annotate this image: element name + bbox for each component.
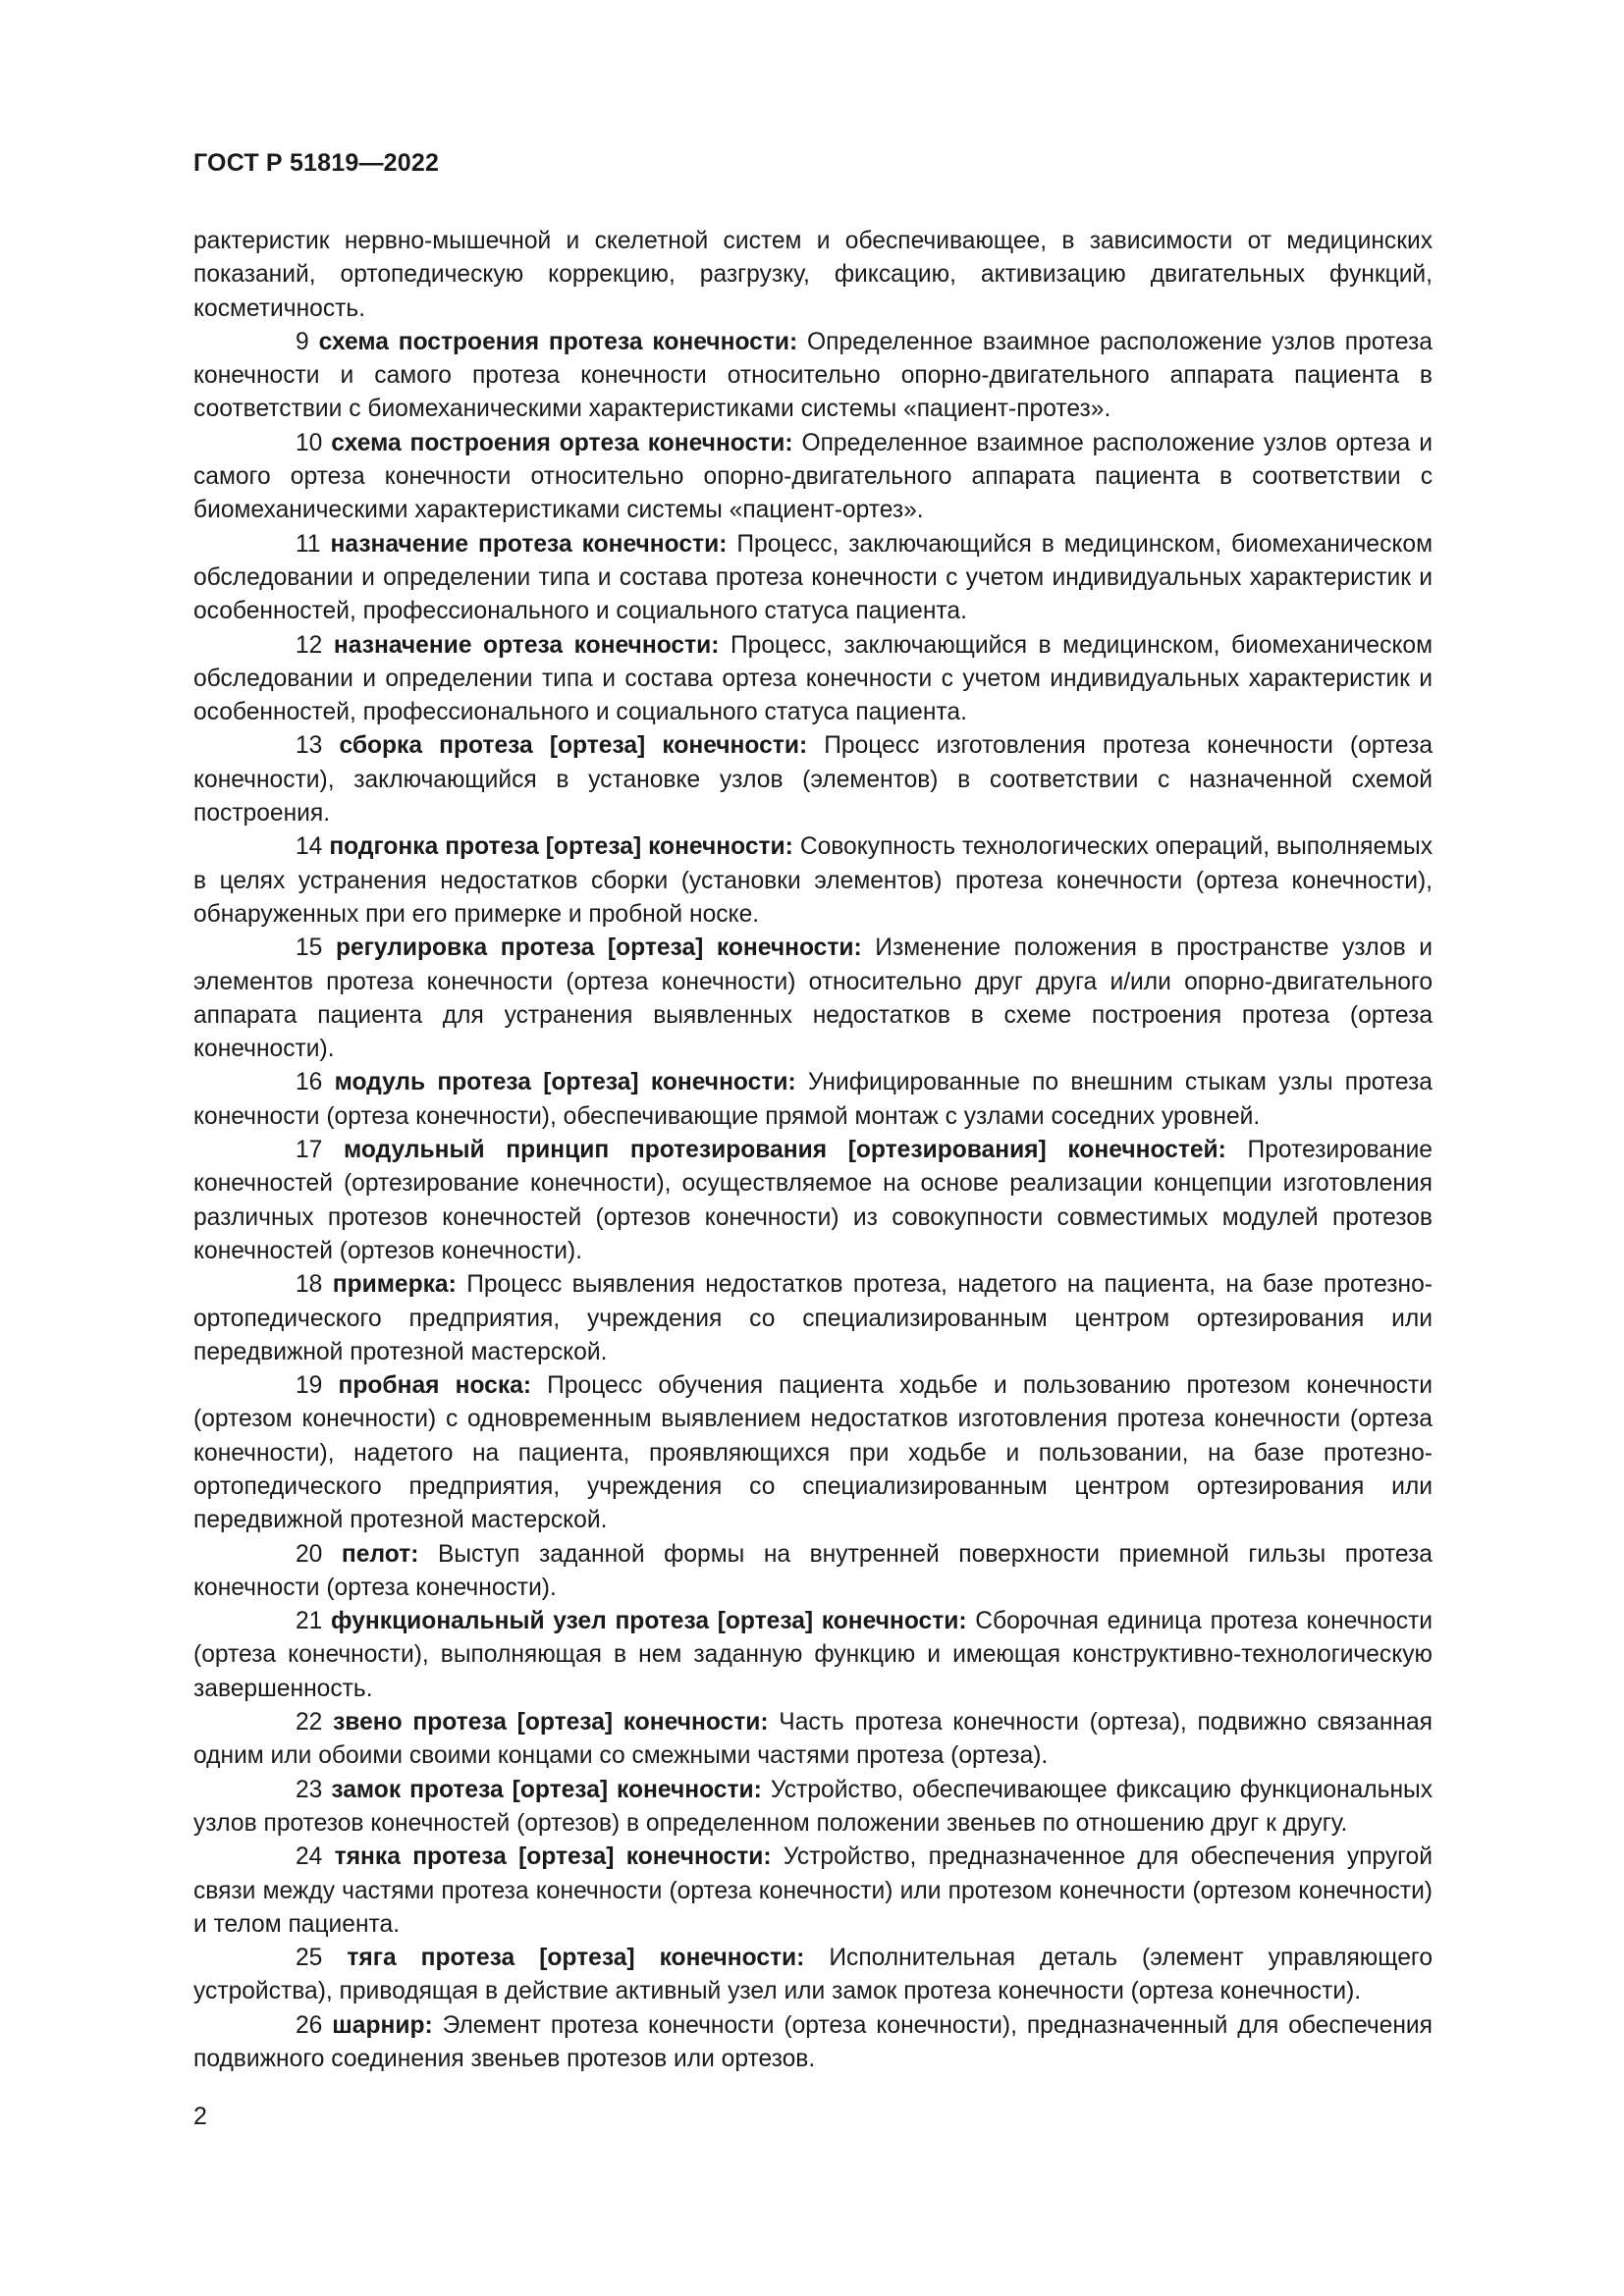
document-header: ГОСТ Р 51819—2022 — [193, 149, 440, 177]
term-number: 18 — [296, 1271, 323, 1299]
term-number: 12 — [296, 631, 323, 659]
terms-list — [193, 326, 1433, 2076]
term-paragraph — [193, 629, 1433, 730]
term-paragraph — [193, 1066, 1433, 1134]
term-definition: Определенное взаимное расположение узлов ортеза и самого ортеза конечности относительно опорно-двигательного аппарата пациента в соответствии с биомеханическими характеристиками системы «пациент-ортез». — [193, 429, 1433, 524]
term-name: назначение ортеза конечности: — [333, 631, 720, 659]
term-number: 10 — [296, 429, 323, 456]
term-paragraph — [193, 427, 1433, 528]
term-number: 22 — [296, 1709, 323, 1736]
term-name: пробная носка: — [338, 1372, 532, 1400]
term-definition: Процесс обучения пациента ходьбе и пользованию протезом конечности (ортезом конечности) с одновременным выявлением недостатков изготовления протеза конечности (ортеза конечности), надетого на пациента, проявляющихся при ходьбе и пользовании, на базе протезно-ортопедического предприятия, учреждения со специализированным центром ортезирования или передвижной протезной мастерской. — [193, 1372, 1433, 1534]
term-paragraph — [193, 729, 1433, 830]
term-number: 21 — [296, 1608, 323, 1635]
term-paragraph — [193, 830, 1433, 932]
term-name: схема построения протеза конечности: — [318, 328, 798, 355]
term-paragraph — [193, 2009, 1433, 2077]
term-definition: Исполнительная деталь (элемент управляющего устройства), приводящая в действие активный узел или замок протеза конечности (ортеза конечности). — [193, 1945, 1433, 2005]
term-number: 20 — [296, 1540, 323, 1568]
term-definition: Протезирование конечностей (ортезирование конечности), осуществляемое на основе реализации концепции изготовления различных протезов конечностей (ортезов конечности) из совокупности совместимых модулей протезов конечностей (ортезов конечности). — [193, 1137, 1433, 1264]
term-definition: Выступ заданной формы на внутренней поверхности приемной гильзы протеза конечности (ортеза конечности). — [193, 1540, 1433, 1601]
term-name: звено протеза [ортеза] конечности: — [333, 1709, 769, 1736]
term-name: тянка протеза [ортеза] конечности: — [334, 1843, 772, 1871]
term-definition: Унифицированные по внешним стыкам узлы протеза конечности (ортеза конечности), обеспечивающие прямой монтаж с узлами соседних уровней. — [193, 1069, 1433, 1130]
term-number: 23 — [296, 1776, 323, 1803]
term-name: шарнир: — [332, 2011, 433, 2039]
term-name: тяга протеза [ортеза] конечности: — [347, 1945, 805, 1972]
term-paragraph — [193, 1841, 1433, 1942]
term-definition: Определенное взаимное расположение узлов протеза конечности и самого протеза конечности относительно опорно-двигательного аппарата пациента в соответствии с биомеханическими характеристиками системы «пациент-протез». — [193, 328, 1433, 423]
term-definition: Совокупность технологических операций, выполняемых в целях устранения недостатков сборки (установки элементов) протеза конечности (ортеза конечности), обнаруженных при его примерке и пробной носке. — [193, 833, 1434, 928]
term-name: назначение протеза конечности: — [330, 530, 728, 558]
term-number: 25 — [296, 1945, 323, 1972]
term-number: 15 — [296, 934, 323, 962]
term-name: модуль протеза [ортеза] конечности: — [334, 1069, 796, 1096]
term-name: функциональный узел протеза [ортеза] конечности: — [331, 1608, 967, 1635]
term-paragraph — [193, 528, 1433, 629]
term-paragraph — [193, 932, 1433, 1066]
term-paragraph — [193, 1268, 1433, 1369]
term-number: 19 — [296, 1372, 323, 1400]
term-number: 14 — [296, 833, 323, 861]
term-paragraph — [193, 1706, 1433, 1774]
term-definition: Сборочная единица протеза конечности (ортеза конечности), выполняющая в нем заданную функцию и имеющая конструктивно-технологическую завершенность. — [193, 1608, 1433, 1702]
term-number: 17 — [296, 1137, 323, 1164]
term-paragraph — [193, 1942, 1433, 2009]
term-name: пелот: — [341, 1540, 419, 1568]
term-name: схема построения ортеза конечности: — [331, 429, 793, 456]
term-number: 26 — [296, 2011, 323, 2039]
term-name: примерка: — [332, 1271, 457, 1299]
term-paragraph — [193, 1538, 1433, 1606]
term-definition: Устройство, предназначенное для обеспечения упругой связи между частями протеза конечности (ортеза конечности) или протезом конечности (ортезом конечности) и телом пациента. — [193, 1843, 1433, 1938]
page-number: 2 — [193, 2103, 207, 2130]
term-number: 9 — [296, 328, 309, 355]
term-number: 11 — [296, 530, 321, 558]
term-number: 16 — [296, 1069, 323, 1096]
term-paragraph — [193, 1369, 1433, 1537]
term-definition: Изменение положения в пространстве узлов и элементов протеза конечности (ортеза конечности) относительно друг друга и/или опорно-двигательного аппарата пациента для устранения выявленных недостатков в схеме построения протеза (ортеза конечности). — [193, 934, 1433, 1063]
term-name: модульный принцип протезирования [ортезирования] конечностей: — [344, 1137, 1226, 1164]
term-definition: Процесс, заключающийся в медицинском, биомеханическом обследовании и определении типа и состава протеза конечности с учетом индивидуальных характеристик и особенностей, профессионального и социального статуса пациента. — [193, 530, 1433, 625]
term-paragraph — [193, 1605, 1433, 1706]
term-definition: Устройство, обеспечивающее фиксацию функциональных узлов протезов конечностей (ортезов) в определенном положении звеньев по отношению друг к другу. — [193, 1776, 1433, 1837]
term-number: 13 — [296, 732, 323, 760]
term-name: замок протеза [ортеза] конечности: — [331, 1776, 762, 1803]
term-definition: Процесс изготовления протеза конечности (ортеза конечности), заключающийся в установке узлов (элементов) в соответствии с назначенной схемой построения. — [193, 732, 1434, 828]
document-body — [193, 225, 1433, 2076]
term-paragraph — [193, 1134, 1433, 1268]
term-name: сборка протеза [ортеза] конечности: — [339, 732, 808, 760]
term-name: регулировка протеза [ортеза] конечности: — [335, 934, 862, 962]
term-name: подгонка протеза [ортеза] конечности: — [329, 833, 793, 861]
term-paragraph — [193, 1774, 1433, 1842]
term-definition: Часть протеза конечности (ортеза), подвижно связанная одним или обоими своими концами со смежными частями протеза (ортеза). — [193, 1709, 1433, 1770]
term-paragraph — [193, 326, 1433, 427]
term-definition: Процесс выявления недостатков протеза, надетого на пациента, на базе протезно-ортопедического предприятия, учреждения со специализированным центром ортезирования или передвижной протезной мастерской. — [193, 1271, 1433, 1365]
intro-paragraph: рактеристик нервно-мышечной и скелетной систем и обеспечивающее, в зависимости от медицинских показаний, ортопедическую коррекцию, разгрузку, фиксацию, активизацию двигательных функций, косметичность. — [193, 228, 1433, 322]
term-number: 24 — [296, 1843, 323, 1871]
term-definition: Элемент протеза конечности (ортеза конечности), предназначенный для обеспечения подвижного соединения звеньев протезов или ортезов. — [193, 2011, 1433, 2073]
term-definition: Процесс, заключающийся в медицинском, биомеханическом обследовании и определении типа и состава ортеза конечности с учетом индивидуальных характеристик и особенностей, профессионального и социального статуса пациента. — [193, 631, 1433, 726]
